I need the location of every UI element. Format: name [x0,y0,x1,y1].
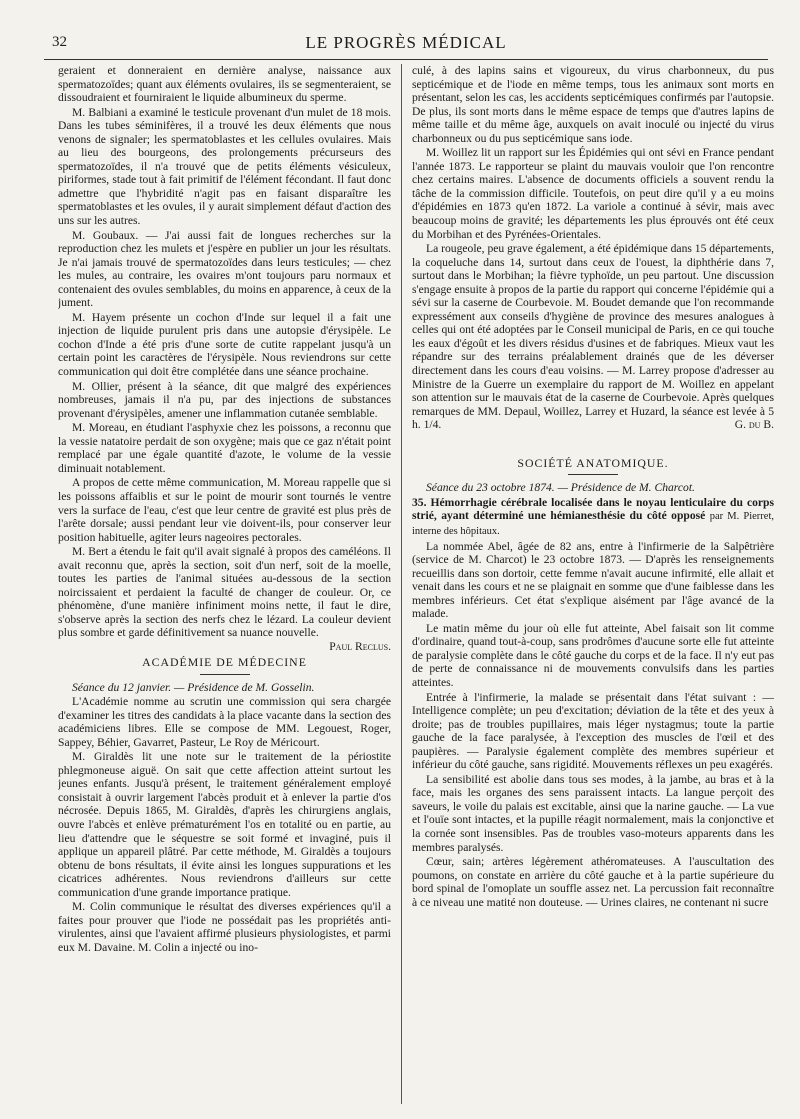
paragraph [58,545,391,653]
paragraph: M. Balbiani a examiné le testicule provenant d'un mulet de 18 mois. Dans les tubes séminifères, il a trouvé les deux éléments que nous venons de signaler; les spermatoblastes et les cellules ovulaires. Mais au lieu des bourgeons, des prolongements précurseurs des spermatozoïdes, il n'a trouvé que de petits éléments vésiculeux, piriformes, stade tout à fait primitif de l'élément fécondant. Il faut donc admettre que l'hybridité n'agit pas en faisant disparaître les spermatoblastes et les ovules, il y aurait simplement défaut d'action des uns sur les autres. [58,105,391,228]
paragraph: M. Goubaux. — J'ai aussi fait de longues recherches sur la reproduction chez les mulets et j'espère en publier un jour les résultats. Je n'ai jamais trouvé de spermatozoïdes dans leurs testicules; — chez les mules, au contraire, les ovaires m'ont toujours paru normaux et contenaient des ovules semblables, du moins en apparence, à ceux de la jument. [58,228,391,310]
paragraph: La nommée Abel, âgée de 82 ans, entre à l'infirmerie de la Salpêtrière (service de M. Charcot) le 23 octobre 1873. — D'après les renseignements recueillis dans son dortoir, cette femme n'avait aucune infirmité, elle allait et venait dans les cours et ne se plaignait en somme que d'une faiblesse dans les membres inférieurs. Cet état s'explique aisément par l'âge avancé de la malade. [412,539,774,621]
paragraph-text: La rougeole, peu grave également, a été épidémique dans 15 départements, la coqueluche dans 14, surtout dans ceux de l'ouest, la diphthérie dans 7, surtout dans le Morbihan; la fièvre typhoïde, un peu partout. Une discussion s'engage ensuite à propos de la partie du rapport qui concerne l'épidémie qui a sévi sur la caserne de Courbevoie. M. Boudet demande que l'on recommande expressément aux conseils d'hygiène de province des mesures analogues à celles qui ont été adoptées par le Conseil municipal de Paris, en ce qui touche les eaux d'égoût et les divers résidus d'usines et de fabriques. Mieux vaut les répandre sur des terrains préalablement drainés que de les déverser directement dans les cours d'eau voisins. — M. Larrey propose d'adresser au Ministre de la Guerre un exemplaire du rapport de M. Woillez en appelant son attention sur le mauvais état de la caserne de Courbevoie. Après quelques remarques de MM. Depaul, Woillez, Larrey et Huzard, la séance est levée à 5 h. 1/4. [412,242,774,432]
paragraph: M. Hayem présente un cochon d'Inde sur lequel il a fait une injection de liquide purulent pris dans une autopsie d'érysipèle. Le cochon d'Inde a été pris d'une sorte de cutite rappelant jusqu'à un certain point les caractères de l'érysipèle. Nous reviendrons sur cette communication qui doit être complétée dans une séance prochaine. [58,310,391,379]
case-author: par M. Pierret, interne des hôpitaux. [412,511,774,537]
session-line: Séance du 23 octobre 1874. — Présidence de M. Charcot. [426,481,695,495]
page-header [44,30,768,58]
right-column [412,64,774,1104]
paragraph: M. Colin communique le résultat des diverses expériences qu'il a faites pour prouver que l'iode ne possédait pas les propriétés anti-virulentes, ainsi que l'avaient affirmé plusieurs physiologistes, et parmi eux M. Davaine. M. Colin a injecté ou ino- [58,900,391,954]
case-heading [412,496,774,539]
paragraph: Entrée à l'infirmerie, la malade se présentait dans l'état suivant : — Intelligence complète; un peu d'excitation; déviation de la tête et des yeux à droite; pas de troubles pupillaires, mais léger nystagmus; toute la partie gauche de la face paralysée, à l'exception des muscles de l'œil et des paupières. — Paralysie également complète des membres supérieur et inférieur du côté gauche, sans rigidité. Mouvements réflexes un peu exagérés. [412,690,774,772]
signature: G. du B. [734,418,774,432]
section-rule [200,674,250,675]
paragraph: A propos de cette même communication, M. Moreau rappelle que si les poissons affaiblis et sur le point de mourir sont tournés le ventre vers la surface de l'eau, c'est que leur centre de gravité est plus près de l'arête dorsale; aussi pendant leur vie doivent-ils, pour conserver leur position habituelle, agiter leurs nageoires pectorales. [58,476,391,544]
header-rule [44,59,768,60]
paragraph: La sensibilité est abolie dans tous ses modes, à la jambe, au bras et à la face, mais les organes des sens paraissent intacts. La langue perçoit des saveurs, le voile du palais est excitable, ainsi que la narine gauche. — La vue et l'ouïe sont intactes, et la pupille réagit normalement, mais la conjonctive et la cornée sont insensibles. Pas de troubles vaso-moteurs apparents dans les membres paralysés. [412,772,774,854]
paragraph: L'Académie nomme au scrutin une commission qui sera chargée d'examiner les titres des candidats à la place vacante dans la section des académiciens libres. Elle se compose de MM. Legouest, Roger, Sappey, Béhier, Gavarret, Pasteur, Le Roy de Méricourt. [58,695,391,749]
section-title-anatomique: SOCIÉTÉ ANATOMIQUE. [517,455,669,470]
paragraph: M. Ollier, présent à la séance, dit que malgré des expériences nombreuses, jamais il n'a pu, par des injections de substances provenant d'érysipèles, amener une inflammation cutanée semblable. [58,379,391,420]
case-title: 35. Hémorrhagie cérébrale localisée dans le noyau lenticulaire du corps strié, ayant déterminé une hémianesthésie du côté opposé [412,495,774,523]
paragraph-text: M. Bert a étendu le fait qu'il avait signalé à propos des caméléons. Il avait reconnu que, après la section, soit d'un nerf, soit de la moelle, toutes les parties de l'animal situées au-dessous de la section noircissaient et perdaient la faculté de changer de couleur. Or, ce phénomène, d'une manière infiniment moins nette, il faut le dire, s'observe après la section des nerfs chez le lézard. La couleur devient plus sombre et garde définitivement sa nuance nouvelle. [58,545,391,640]
signature: Paul Reclus. [329,639,391,653]
paragraph: M. Moreau, en étudiant l'asphyxie chez les poissons, a reconnu que la vessie natatoire perdait de son oxygène; mais que ce gaz n'était point remplacé par une égale quantité d'azote, le volume de la vessie diminuait notablement. [58,421,391,475]
section-rule [568,474,618,475]
journal-title: LE PROGRÈS MÉDICAL [305,33,507,52]
section-title-academie: ACADÉMIE DE MÉDECINE [142,654,307,669]
paragraph [412,242,774,432]
paragraph: M. Woillez lit un rapport sur les Épidémies qui ont sévi en France pendant l'année 1873. Le rapporteur se plaint du mauvais vouloir que l'on rencontre chez certains maires. L'absence de documents officiels a souvent rendu la tâche de la commission difficile. Toutefois, on peut dire qu'il y a eu moins d'épidémies en 1873 qu'en 1872. La variole a continué à sévir, mais avec beaucoup moins de gravité; les départements les plus éprouvés ont été ceux du Morbihan et des Pyrénées-Orientales. [412,146,774,241]
paragraph: Cœur, sain; artères légèrement athéromateuses. A l'auscultation des poumons, on constate en arrière du côté gauche et à la partie supérieure du bord spinal de l'omoplate un souffle assez net. La percussion fait reconnaître à ce niveau une matité non douteuse. — Urines claires, ne contenant ni sucre [412,855,774,909]
paragraph: culé, à des lapins sains et vigoureux, du virus charbonneux, du pus septicémique et de l'iode en même temps, tous les animaux sont morts en présentant, selon les cas, les accidents septicémiques confirmés par l'autopsie. De plus, ils sont morts dans le même espace de temps que d'autres lapins de même taille et du même âge, auxquels on avait inoculé ou injecté du virus charbonneux ou du pus septicémique sans iode. [412,64,774,145]
left-column [58,64,391,1104]
paragraph: geraient et donneraient en dernière analyse, naissance aux spermatozoïdes; quant aux éléments ovulaires, ils se segmenteraient, se dissoudraient et fourniraient le liquide albumineux du sperme. [58,64,391,105]
page-number: 32 [52,34,67,50]
paragraph: M. Giraldès lit une note sur le traitement de la périostite phlegmoneuse aiguë. On sait que cette affection atteint surtout les jeunes enfants. Jusqu'à présent, le traitement généralement employé consistait à ouvrir largement l'abcès produit et à enlever la partie d'os nécrosée. Depuis 1865, M. Giraldès, d'après les chirurgiens anglais, ouvre l'abcès et enlève prématurément l'os en totalité ou en partie, au lieu d'attendre que le séquestre se soit formé et invaginé, puis il applique un appareil plâtré. Par cette méthode, M. Giraldès a toujours obtenu de bons résultats, il évite ainsi les longues suppurations et les cicatrices adhérentes. Nous reviendrons d'ailleurs sur cette communication d'une grande importance pratique. [58,750,391,899]
column-divider [401,64,402,1104]
session-line: Séance du 12 janvier. — Présidence de M. Gosselin. [72,680,315,694]
paragraph: Le matin même du jour où elle fut atteinte, Abel faisait son lit comme d'ordinaire, quand tout-à-coup, sans prodrômes d'aucune sorte elle fut atteinte de paralysie complète dans le côté gauche du corps et de la face. Il n'y eut pas de perte de connaissance ni de mouvements convulsifs dans les parties atteintes. [412,621,774,689]
spacer [412,433,774,441]
